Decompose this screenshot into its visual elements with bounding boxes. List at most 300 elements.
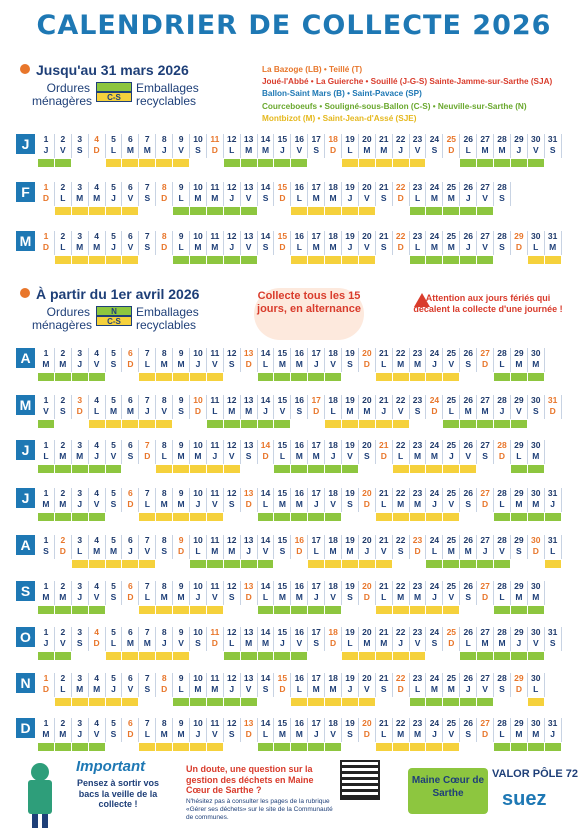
section-label: À partir du 1er avril 2026 [36, 286, 200, 302]
collection-code [393, 465, 410, 473]
day-number: 12 [227, 231, 237, 241]
day-number: 15 [277, 134, 288, 144]
day-number: 12 [227, 718, 237, 728]
day-number: 22 [395, 673, 406, 683]
day-cell [376, 348, 393, 372]
collection-code [528, 420, 545, 428]
day-cell [38, 348, 55, 372]
collection-code [477, 373, 494, 381]
day-cell [511, 440, 528, 464]
collection-code [241, 256, 258, 264]
collection-code [139, 513, 156, 521]
day-cell [393, 231, 410, 255]
collection-code [443, 652, 460, 660]
day-number: 5 [111, 395, 116, 405]
day-letter: M [76, 684, 84, 694]
day-number: 14 [260, 348, 271, 358]
day-letter: L [465, 638, 471, 648]
day-cell [241, 348, 258, 372]
day-cell [190, 395, 207, 419]
day-cell [477, 581, 494, 605]
day-letter: M [532, 499, 540, 509]
day-letter: S [499, 684, 505, 694]
collection-codes [38, 652, 562, 660]
day-letter: L [262, 499, 269, 509]
day-cell [443, 718, 460, 742]
collection-code [494, 560, 511, 568]
day-number: 10 [193, 581, 203, 591]
day-cell [190, 134, 207, 158]
collection-code [528, 256, 545, 264]
day-letter: L [414, 684, 421, 694]
collection-code [89, 513, 106, 521]
collection-code [291, 207, 308, 215]
day-number: 29 [514, 134, 524, 144]
day-cell [308, 535, 325, 559]
day-cell [224, 581, 241, 605]
collection-code [325, 652, 342, 660]
collection-code [139, 207, 156, 215]
day-number: 31 [547, 134, 558, 144]
day-letter: J [398, 638, 404, 648]
day-number: 28 [497, 440, 507, 450]
day-letter: D [127, 359, 134, 369]
day-cell [308, 581, 325, 605]
qr-code-icon[interactable] [340, 760, 380, 800]
collection-code [190, 560, 207, 568]
day-letter: J [516, 638, 522, 648]
day-number: 7 [144, 348, 150, 358]
day-number: 7 [144, 673, 150, 683]
day-cell [38, 488, 55, 512]
collection-code [55, 743, 72, 751]
day-letter: V [228, 451, 235, 461]
day-cell [190, 182, 207, 206]
day-cell [477, 440, 494, 464]
day-row [38, 231, 562, 255]
day-letter: J [347, 242, 353, 252]
day-number: 2 [60, 182, 66, 192]
collection-code [38, 743, 55, 751]
day-cell [528, 395, 545, 419]
day-cell [477, 535, 494, 559]
day-number: 1 [43, 134, 49, 144]
day-letter: V [448, 359, 455, 369]
day-number: 10 [193, 134, 203, 144]
collection-code [190, 207, 207, 215]
day-number: 29 [514, 718, 524, 728]
day-cell [122, 182, 139, 206]
collection-code [477, 420, 494, 428]
day-cell [190, 718, 207, 742]
day-number: 30 [531, 535, 541, 545]
day-number: 10 [193, 718, 203, 728]
day-number: 15 [277, 231, 288, 241]
day-number: 12 [227, 581, 237, 591]
day-number: 22 [395, 718, 406, 728]
day-cell [308, 488, 325, 512]
collection-code [258, 207, 275, 215]
collection-code [139, 560, 156, 568]
day-letter: L [330, 406, 336, 416]
day-cell [426, 348, 443, 372]
day-cell [376, 627, 393, 651]
day-number: 20 [362, 134, 372, 144]
day-cell [325, 348, 342, 372]
day-cell [122, 718, 139, 742]
day-cell [494, 440, 511, 464]
day-letter: M [413, 729, 422, 739]
day-letter: J [77, 499, 83, 509]
collection-code [308, 207, 325, 215]
day-cell [72, 182, 89, 206]
day-cell [393, 395, 410, 419]
collection-code [207, 465, 224, 473]
day-letter: V [330, 499, 336, 509]
day-letter: L [110, 638, 117, 648]
day-letter: L [60, 684, 66, 694]
day-number: 29 [514, 627, 524, 637]
collection-code [528, 513, 545, 521]
collection-code [207, 207, 224, 215]
day-letter: V [532, 638, 539, 648]
month-label: J [16, 134, 35, 154]
day-cell [241, 718, 258, 742]
day-letter: V [499, 546, 505, 556]
day-cell [443, 348, 460, 372]
day-cell [376, 231, 393, 255]
day-cell [173, 395, 190, 419]
day-cell [410, 134, 427, 158]
day-number: 20 [362, 718, 372, 728]
day-letter: M [380, 638, 388, 648]
day-number: 21 [379, 581, 389, 591]
collection-code [494, 606, 511, 614]
day-cell [528, 488, 545, 512]
day-cell [393, 718, 410, 742]
day-number: 7 [144, 231, 150, 241]
day-letter: M [228, 406, 236, 416]
day-number: 15 [277, 535, 288, 545]
day-letter: L [533, 242, 539, 252]
day-cell [241, 535, 258, 559]
collection-code [393, 560, 410, 568]
day-number: 3 [77, 134, 83, 144]
day-number: 14 [260, 488, 271, 498]
collection-code [224, 159, 241, 167]
day-letter: S [144, 242, 151, 252]
day-letter: J [77, 359, 83, 369]
collection-code [224, 652, 241, 660]
day-cell [89, 535, 106, 559]
month-label: J [16, 488, 35, 508]
day-letter: M [126, 145, 134, 155]
day-cell [258, 395, 275, 419]
day-letter: M [194, 242, 202, 252]
collection-code [528, 465, 545, 473]
day-cell [460, 627, 477, 651]
day-cell [393, 673, 410, 697]
collection-code [38, 465, 55, 473]
day-letter: M [228, 546, 236, 556]
day-letter: D [330, 638, 337, 648]
day-letter: M [312, 242, 320, 252]
day-letter: J [77, 592, 83, 602]
day-cell [393, 535, 410, 559]
day-cell [72, 488, 89, 512]
day-cell [139, 231, 156, 255]
day-number: 16 [294, 581, 305, 591]
important-heading: Important [76, 758, 146, 775]
day-cell [545, 718, 562, 742]
collection-code [72, 743, 89, 751]
day-cell [376, 488, 393, 512]
collection-code [494, 373, 511, 381]
day-cell [89, 627, 106, 651]
day-number: 26 [463, 627, 473, 637]
collection-code [190, 606, 207, 614]
day-number: 13 [243, 673, 254, 683]
day-cell [511, 627, 528, 651]
day-cell [460, 718, 477, 742]
day-number: 23 [412, 627, 423, 637]
collection-code [359, 373, 376, 381]
day-letter: L [381, 729, 387, 739]
day-number: 25 [446, 581, 457, 591]
day-number: 30 [531, 348, 541, 358]
collection-code [511, 256, 528, 264]
day-letter: J [432, 592, 437, 602]
day-number: 28 [497, 627, 507, 637]
day-number: 20 [362, 182, 372, 192]
day-letter: M [278, 592, 286, 602]
day-cell [106, 231, 123, 255]
day-cell [460, 440, 477, 464]
day-letter: S [549, 145, 556, 155]
day-cell [207, 627, 224, 651]
day-number: 14 [260, 627, 271, 637]
day-letter: M [295, 729, 303, 739]
day-number: 9 [178, 718, 184, 728]
day-letter: L [262, 592, 269, 602]
day-letter: D [178, 546, 185, 556]
bin-yellow: C-S [96, 316, 132, 326]
collection-code [426, 652, 443, 660]
day-number: 17 [311, 395, 321, 405]
day-letter: D [363, 729, 370, 739]
day-number: 21 [379, 488, 389, 498]
day-cell [443, 395, 460, 419]
collection-code [308, 373, 325, 381]
day-letter: J [263, 406, 268, 416]
collection-code [393, 373, 410, 381]
day-letter: D [161, 684, 168, 694]
day-number: 22 [395, 348, 406, 358]
day-letter: M [329, 546, 337, 556]
collection-code [477, 465, 494, 473]
day-cell [106, 182, 123, 206]
day-letter: D [296, 546, 303, 556]
collection-code [325, 465, 342, 473]
day-cell [545, 395, 562, 419]
day-number: 11 [210, 488, 220, 498]
day-cell [494, 673, 511, 697]
day-letter: J [43, 145, 49, 155]
day-letter: M [312, 451, 320, 461]
day-number: 27 [480, 182, 490, 192]
day-cell [325, 134, 342, 158]
day-number: 28 [497, 231, 507, 241]
collection-code [173, 373, 190, 381]
day-cell [460, 395, 477, 419]
collection-code [494, 652, 511, 660]
day-row [38, 581, 545, 605]
day-number: 8 [161, 395, 167, 405]
collection-code [122, 420, 139, 428]
day-cell [190, 231, 207, 255]
day-number: 4 [94, 440, 99, 450]
day-cell [308, 718, 325, 742]
day-letter: S [431, 638, 438, 648]
day-number: 9 [178, 182, 184, 192]
day-number: 3 [77, 395, 83, 405]
month-label: A [16, 348, 35, 368]
day-letter: J [212, 451, 218, 461]
collection-code [122, 698, 139, 706]
day-cell [410, 182, 427, 206]
day-cell [477, 488, 494, 512]
day-letter: V [245, 193, 252, 203]
day-cell [528, 673, 545, 697]
collection-code [511, 560, 528, 568]
collection-code [258, 159, 275, 167]
day-cell [393, 134, 410, 158]
day-row [38, 627, 562, 651]
collection-code [545, 420, 562, 428]
day-letter: M [177, 592, 185, 602]
day-cell [224, 673, 241, 697]
day-cell [528, 627, 545, 651]
collection-code [258, 743, 275, 751]
collection-code [55, 159, 72, 167]
day-cell [190, 535, 207, 559]
day-number: 2 [60, 581, 66, 591]
collection-code [224, 256, 241, 264]
collection-code [89, 373, 106, 381]
day-letter: M [346, 546, 354, 556]
day-cell [443, 581, 460, 605]
day-letter: D [482, 592, 489, 602]
day-number: 3 [77, 348, 83, 358]
day-letter: S [313, 145, 320, 155]
collection-code [89, 159, 106, 167]
collection-code [72, 465, 89, 473]
day-cell [410, 440, 427, 464]
day-cell [241, 440, 258, 464]
day-cell [545, 231, 562, 255]
day-number: 11 [210, 673, 220, 683]
collection-code [359, 652, 376, 660]
collection-code [207, 373, 224, 381]
day-cell [72, 395, 89, 419]
day-number: 17 [311, 231, 321, 241]
day-number: 27 [480, 718, 490, 728]
day-cell [342, 535, 359, 559]
day-cell [207, 673, 224, 697]
collection-code [274, 159, 291, 167]
bin-icon [96, 306, 132, 326]
day-number: 11 [210, 231, 220, 241]
day-cell [173, 581, 190, 605]
day-number: 4 [94, 348, 99, 358]
legend-from-april [32, 306, 252, 336]
collection-code [190, 373, 207, 381]
day-number: 16 [294, 231, 305, 241]
day-letter: S [195, 145, 201, 155]
day-letter: V [448, 499, 455, 509]
day-letter: V [516, 406, 522, 416]
day-letter: J [313, 499, 319, 509]
collection-code [72, 560, 89, 568]
collection-code [38, 420, 55, 428]
collection-codes [38, 698, 545, 706]
day-number: 31 [547, 231, 558, 241]
collection-code [443, 465, 460, 473]
day-letter: S [228, 729, 235, 739]
collection-codes [38, 606, 545, 614]
day-number: 20 [362, 488, 372, 498]
day-cell [477, 182, 494, 206]
day-number: 8 [161, 440, 167, 450]
day-letter: L [431, 546, 438, 556]
day-letter: J [330, 451, 336, 461]
day-number: 7 [144, 488, 150, 498]
day-letter: M [430, 684, 438, 694]
day-number: 2 [60, 231, 66, 241]
collection-code [308, 606, 325, 614]
day-letter: V [212, 592, 218, 602]
day-letter: S [279, 546, 286, 556]
day-letter: M [42, 499, 50, 509]
day-letter: M [42, 592, 50, 602]
day-letter: J [280, 638, 285, 648]
day-number: 1 [43, 718, 49, 728]
collection-code [494, 513, 511, 521]
day-letter: S [178, 406, 184, 416]
collection-code [72, 373, 89, 381]
day-cell [258, 231, 275, 255]
day-cell [173, 535, 190, 559]
day-cell [38, 535, 55, 559]
day-letter: V [380, 546, 387, 556]
day-cell [410, 718, 427, 742]
day-number: 28 [497, 488, 507, 498]
day-number: 25 [446, 440, 457, 450]
day-letter: M [59, 729, 67, 739]
day-cell [426, 627, 443, 651]
day-cell [72, 440, 89, 464]
day-number: 11 [210, 182, 220, 192]
day-letter: M [363, 406, 371, 416]
day-letter: L [414, 193, 421, 203]
day-number: 30 [531, 488, 541, 498]
day-letter: V [364, 242, 370, 252]
day-number: 19 [345, 440, 355, 450]
day-letter: S [431, 145, 438, 155]
collection-code [342, 513, 359, 521]
day-letter: V [93, 359, 100, 369]
collection-code [106, 513, 123, 521]
